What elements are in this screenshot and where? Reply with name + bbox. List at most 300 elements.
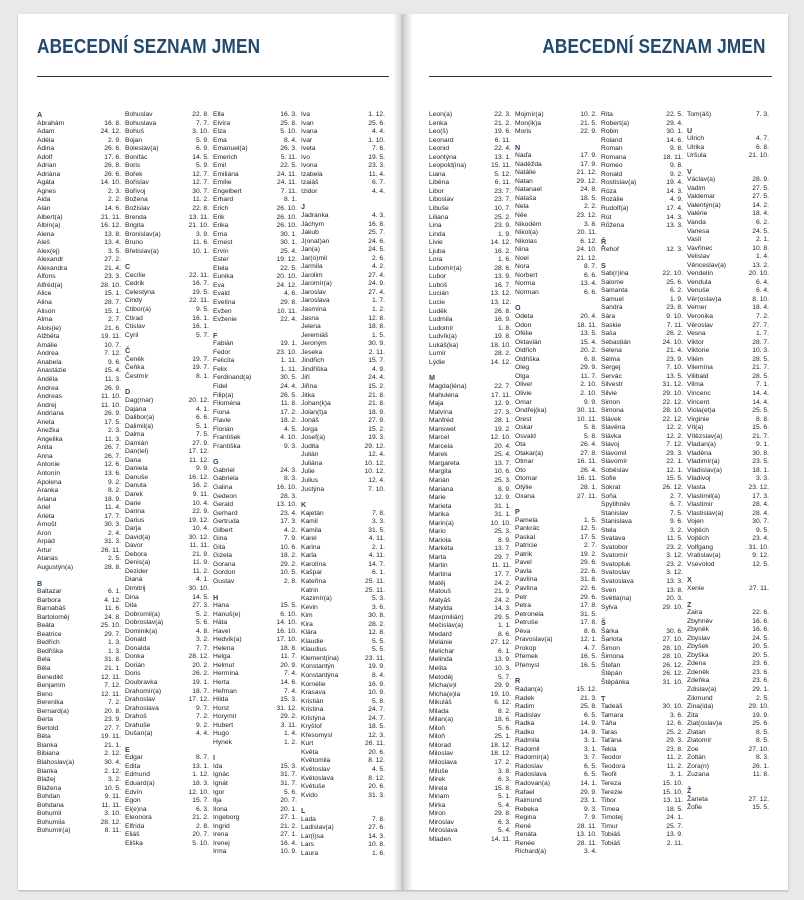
entry-date: 28. 8.: [104, 563, 121, 571]
entry-name: Ester: [213, 256, 229, 264]
name-entry: [301, 246, 389, 255]
letter-heading-text: T: [601, 693, 606, 703]
entry-name: Jasna: [301, 314, 319, 322]
name-entry: [515, 186, 601, 195]
entry-name: Klaudius: [301, 646, 327, 654]
entry-name: Zlatan: [687, 728, 706, 736]
entry-date: 8. 3.: [283, 475, 297, 483]
name-entry: [429, 137, 515, 146]
name-entry: [515, 542, 601, 551]
entry-name: Silvestr: [601, 381, 623, 389]
entry-name: Julius: [301, 476, 319, 484]
name-entry: [601, 196, 687, 205]
entry-name: Bohuslava: [125, 119, 157, 127]
name-entry: [301, 434, 389, 443]
name-entry: [515, 390, 601, 399]
entry-name: Odon: [515, 321, 532, 329]
entry-name: Micha(e)l: [429, 682, 457, 690]
name-entry: [429, 785, 515, 794]
entry-name: Max(milián): [429, 613, 464, 621]
entry-date: 15. 1.: [104, 290, 121, 298]
entry-name: Andrea: [37, 350, 59, 358]
letter-heading-text: G: [213, 457, 219, 467]
entry-name: Markéta: [429, 545, 454, 553]
entry-name: Ignác: [213, 771, 230, 779]
entry-date: 8. 5.: [755, 737, 769, 745]
name-entry: [601, 636, 687, 645]
name-entry: [213, 806, 301, 815]
entry-date: 27. 3.: [494, 408, 511, 416]
entry-date: 22. 4.: [280, 316, 297, 324]
entry-name: Pěva: [515, 627, 531, 635]
entry-date: 16. 7.: [494, 281, 511, 289]
entry-name: Brenda: [125, 213, 147, 221]
entry-name: Lenka: [429, 119, 448, 127]
entry-name: Bořek: [125, 170, 143, 178]
entry-name: Květomila: [301, 757, 331, 765]
entry-date: 19. 11.: [101, 733, 121, 741]
entry-date: 15. 5.: [280, 602, 297, 610]
entry-name: Johan(k)a: [301, 400, 331, 408]
entry-name: Rafael: [515, 788, 535, 796]
entry-name: Hynek: [213, 738, 232, 746]
entry-date: 11. 8.: [752, 771, 769, 779]
entry-name: Gerald: [213, 501, 234, 509]
entry-date: 7. 11.: [280, 187, 297, 195]
letter-heading-text: B: [37, 578, 43, 588]
entry-name: Jonáš: [301, 417, 319, 425]
entry-date: 25. 3.: [494, 528, 511, 536]
entry-date: 18. 11.: [663, 153, 683, 161]
entry-name: Valdemar: [687, 193, 716, 201]
entry-name: Karla: [301, 552, 317, 560]
name-entry: [301, 510, 389, 519]
entry-name: Vladan(a): [687, 441, 716, 449]
entry-name: Liana: [429, 170, 446, 178]
entry-date: 2. 12.: [104, 750, 121, 758]
entry-name: Jeseka: [301, 348, 323, 356]
name-entry: [301, 569, 389, 578]
entry-name: Mladen: [429, 835, 451, 843]
entry-date: 20. 10.: [276, 273, 297, 281]
entry-date: 6. 11.: [494, 179, 511, 187]
entry-name: Taťána: [601, 737, 622, 745]
entry-date: 8. 4.: [283, 136, 297, 144]
name-entry: [301, 188, 389, 197]
entry-date: 12. 8.: [368, 629, 385, 637]
entry-name: Věroslav: [687, 321, 714, 329]
entry-date: 5. 9.: [195, 136, 209, 144]
name-entry: [301, 171, 389, 180]
entry-name: Darie: [125, 499, 141, 507]
entry-date: 31. 5.: [368, 526, 385, 534]
name-entry: [515, 399, 601, 408]
entry-date: 14. 5.: [192, 153, 209, 161]
entry-name: Bojan: [125, 136, 143, 144]
entry-date: 20. 6.: [368, 748, 385, 756]
entry-date: 30. 4.: [104, 759, 121, 767]
entry-name: Jar(o)mil: [301, 254, 328, 262]
letter-heading: [687, 127, 773, 136]
entry-date: 20. 1.: [280, 805, 297, 813]
name-entry: [429, 733, 515, 742]
entry-date: 16. 2.: [494, 247, 511, 255]
name-entry: [213, 417, 301, 426]
name-entry: [687, 219, 773, 228]
entry-date: 27. 2.: [104, 256, 121, 264]
name-entry: [125, 722, 213, 731]
entry-name: Květoslav: [301, 766, 330, 774]
name-entry: [687, 287, 773, 296]
entry-name: Ladislav(a): [301, 824, 334, 832]
entry-date: 11. 8.: [280, 400, 297, 408]
entry-name: Evžen: [213, 307, 232, 315]
entry-name: Ingeborg: [213, 814, 240, 822]
entry-date: 1. 4.: [283, 730, 297, 738]
name-entry: [125, 188, 213, 197]
name-entry: [429, 554, 515, 563]
letter-heading: [301, 203, 389, 212]
entry-date: 11. 10.: [101, 393, 121, 401]
entry-date: 31. 1.: [494, 502, 511, 510]
entry-name: Danuta: [125, 482, 147, 490]
entry-date: 16. 2.: [192, 482, 209, 490]
name-entry: [213, 713, 301, 722]
entry-date: 10. 9.: [368, 689, 385, 697]
name-entry: [213, 645, 301, 654]
name-entry: [213, 535, 301, 544]
entry-name: Milorad: [429, 741, 451, 749]
name-entry: [601, 475, 687, 484]
entry-name: Kryštof: [301, 723, 322, 731]
entry-date: 23. 9.: [104, 716, 121, 724]
entry-date: 4. 7.: [755, 135, 769, 143]
entry-date: 28. 6.: [494, 264, 511, 272]
entry-date: 11. 9.: [192, 559, 209, 567]
entry-date: 19. 9.: [752, 711, 769, 719]
name-entry: [213, 137, 301, 146]
entry-date: 22. 8.: [192, 111, 209, 118]
entry-name: Brigita: [125, 222, 144, 230]
name-entry: [37, 256, 125, 265]
name-column: [515, 111, 601, 857]
name-entry: [213, 569, 301, 578]
name-entry: [601, 561, 687, 570]
entry-name: Křesomysl: [301, 731, 333, 739]
entry-name: Vesna: [687, 330, 706, 338]
name-entry: [125, 688, 213, 697]
name-entry: [601, 373, 687, 382]
name-entry: [125, 222, 213, 231]
entry-name: Prokop: [515, 644, 537, 652]
name-entry: [515, 746, 601, 755]
entry-date: 2. 1.: [755, 236, 769, 244]
entry-name: Micha(e)la: [429, 690, 461, 698]
entry-date: 19. 1.: [192, 679, 209, 686]
entry-name: Ivo: [301, 153, 310, 161]
entry-name: Olga: [515, 372, 530, 380]
entry-name: Otýlie: [515, 483, 533, 491]
name-entry: [125, 248, 213, 257]
entry-name: Radka: [515, 720, 535, 728]
entry-date: 10. 5.: [280, 569, 297, 577]
name-entry: [429, 400, 515, 409]
entry-name: Slavomil: [601, 449, 627, 457]
name-entry: [429, 639, 515, 648]
entry-date: 5. 7.: [497, 673, 511, 681]
name-entry: [37, 367, 125, 376]
entry-name: Samuel: [601, 295, 624, 303]
name-entry: [601, 120, 687, 129]
name-entry: [37, 290, 125, 299]
entry-name: Dorián: [125, 661, 145, 669]
name-entry: [515, 203, 601, 212]
entry-name: Mariola: [429, 536, 451, 544]
entry-name: Darius: [125, 516, 145, 524]
entry-name: Rút: [601, 213, 612, 221]
entry-date: 18. 2.: [280, 417, 297, 425]
entry-name: Fedor: [213, 348, 231, 356]
entry-name: Nikolas: [515, 237, 537, 245]
name-entry: [125, 662, 213, 671]
entry-date: 12. 5.: [752, 560, 769, 568]
entry-date: 25. 11.: [365, 586, 385, 594]
entry-name: Oldřich: [515, 347, 537, 355]
entry-date: 14. 11.: [491, 835, 511, 843]
entry-date: 2. 3.: [107, 187, 121, 195]
entry-date: 17. 7.: [494, 570, 511, 578]
entry-date: 21. 4.: [666, 347, 683, 355]
entry-name: Leon(a): [429, 111, 453, 118]
name-entry: [429, 520, 515, 529]
name-entry: [213, 349, 301, 358]
name-entry: [301, 179, 389, 188]
entry-date: 7. 11.: [666, 321, 683, 329]
entry-date: 8. 9.: [497, 485, 511, 493]
name-entry: [213, 518, 301, 527]
entry-date: 2. 6.: [371, 254, 385, 262]
entry-name: Otomar: [515, 475, 538, 483]
entry-name: Alison: [37, 307, 56, 315]
entry-date: 9. 6.: [107, 358, 121, 366]
entry-date: 10. 3.: [752, 347, 769, 355]
entry-name: Maja: [429, 400, 444, 408]
name-entry: [687, 771, 773, 780]
entry-name: Albín(a): [37, 222, 61, 230]
name-entry: [687, 270, 773, 279]
entry-date: 17. 4.: [666, 205, 683, 213]
entry-name: Filip(a): [213, 391, 234, 399]
entry-date: 31. 5.: [580, 610, 597, 618]
entry-date: 29. 9.: [494, 682, 511, 690]
name-entry: [125, 780, 213, 789]
name-entry: [125, 653, 213, 662]
entry-name: Erna: [213, 230, 228, 238]
name-entry: [301, 706, 389, 715]
name-entry: [37, 231, 125, 240]
entry-name: Vladěna: [687, 449, 712, 457]
entry-name: Atanas: [37, 555, 58, 563]
entry-name: Richard(a): [515, 848, 547, 856]
name-entry: [687, 660, 773, 669]
letter-heading-text: O: [515, 303, 521, 313]
entry-date: 12. 2.: [666, 424, 683, 432]
entry-date: 21. 7.: [752, 364, 769, 372]
name-entry: [601, 128, 687, 137]
name-entry: [213, 196, 301, 205]
entry-date: 4. 7.: [583, 644, 597, 652]
entry-date: 7. 9.: [583, 814, 597, 822]
entry-name: Alexandra: [37, 264, 68, 272]
entry-date: 30. 8.: [752, 449, 769, 457]
entry-name: Tamara: [601, 711, 624, 719]
name-entry: [601, 433, 687, 442]
entry-date: 4. 10.: [280, 434, 297, 442]
entry-date: 4. 4.: [371, 128, 385, 136]
entry-name: Adrian: [37, 162, 57, 170]
entry-date: 23. 8.: [666, 745, 683, 753]
name-entry: [125, 364, 213, 373]
entry-name: Melita: [429, 665, 447, 672]
name-entry: [429, 725, 515, 734]
entry-name: Přemysl: [515, 661, 540, 669]
entry-date: 15. 3.: [280, 696, 297, 704]
entry-date: 26. 8.: [494, 307, 511, 315]
entry-date: 23. 2.: [666, 543, 683, 551]
name-entry: [37, 768, 125, 777]
entry-name: Lora: [429, 256, 443, 264]
entry-date: 27. 1.: [280, 831, 297, 839]
entry-name: Evelína: [213, 299, 236, 307]
entry-date: 28. 2.: [494, 350, 511, 358]
entry-date: 29. 7.: [104, 630, 121, 638]
entry-date: 4. 2.: [283, 526, 297, 534]
entry-name: Lar(i)sa: [301, 832, 324, 840]
name-entry: [125, 373, 213, 382]
entry-name: Sokrat: [601, 483, 621, 491]
entry-date: 4. 5.: [371, 766, 385, 774]
letter-heading-text: U: [687, 125, 693, 135]
entry-date: 10. 5.: [104, 784, 121, 792]
entry-date: 11. 2.: [192, 567, 209, 575]
name-entry: [37, 819, 125, 828]
name-entry: [515, 356, 601, 365]
entry-date: 17. 3.: [752, 492, 769, 500]
entry-name: Vendelín: [687, 270, 714, 278]
entry-date: 23. 7.: [494, 196, 511, 204]
name-entry: [601, 806, 687, 815]
name-entry: [515, 594, 601, 603]
name-entry: [213, 145, 301, 154]
entry-date: 12. 4.: [368, 451, 385, 459]
entry-date: 11. 10.: [101, 401, 121, 409]
entry-name: Robin: [601, 128, 619, 136]
page-title: ABECEDNÍ SEZNAM JMEN: [37, 36, 261, 58]
name-entry: [687, 373, 773, 382]
name-entry: [301, 255, 389, 264]
entry-date: 9. 12.: [752, 552, 769, 560]
entry-name: Olivie: [515, 389, 532, 397]
entry-date: 14. 7.: [368, 560, 385, 568]
entry-name: Anastázie: [37, 367, 67, 375]
name-entry: [601, 670, 687, 679]
entry-name: Barbora: [37, 596, 61, 604]
entry-date: 13. 2.: [752, 261, 769, 269]
title-rule: [37, 76, 389, 77]
entry-name: Svatoslava: [601, 577, 634, 585]
name-entry: [601, 763, 687, 772]
entry-name: Bohumír(a): [37, 827, 71, 835]
entry-name: Rebeka: [515, 805, 539, 813]
entry-name: Anabela: [37, 358, 62, 366]
entry-date: 20. 11.: [577, 229, 597, 237]
name-entry: [601, 771, 687, 780]
entry-name: Slávek: [601, 415, 622, 423]
entry-date: 16. 11.: [577, 475, 597, 483]
entry-name: Jarolim: [301, 271, 323, 279]
entry-name: Margareta: [429, 459, 460, 467]
name-entry: [429, 196, 515, 205]
name-entry: [37, 513, 125, 522]
entry-name: Ludmila: [429, 316, 453, 324]
entry-name: Mon(ik)a: [515, 119, 542, 127]
letter-heading-text: E: [125, 744, 130, 754]
name-entry: [37, 376, 125, 385]
entry-date: 22. 5.: [280, 162, 297, 170]
name-entry: [213, 214, 301, 223]
entry-date: 26. 12.: [662, 661, 683, 669]
entry-date: 9. 9.: [583, 398, 597, 406]
entry-date: 13. 7.: [494, 459, 511, 467]
name-entry: [301, 552, 389, 561]
entry-name: Emílie: [213, 179, 232, 187]
entry-name: Bohuš: [125, 128, 144, 136]
entry-name: Viola(et)a: [687, 407, 716, 415]
name-entry: [301, 587, 389, 596]
name-entry: [125, 508, 213, 517]
entry-name: Pavla: [515, 567, 532, 575]
entry-name: Tekla: [601, 745, 617, 753]
entry-name: Arleta: [37, 512, 55, 520]
entry-name: Alois(ie): [37, 324, 62, 332]
entry-date: 21. 8.: [368, 391, 385, 399]
name-entry: [125, 440, 213, 449]
entry-name: Čeněk: [125, 355, 145, 363]
entry-date: 21. 3.: [580, 694, 597, 702]
entry-name: Celestýna: [125, 288, 155, 296]
name-entry: [301, 663, 389, 672]
entry-date: 17. 2.: [280, 408, 297, 416]
entry-name: Sandra: [601, 304, 623, 312]
entry-name: Hedvik(a): [213, 636, 242, 644]
name-entry: [37, 750, 125, 759]
entry-name: Jindřiška: [301, 365, 328, 373]
entry-date: 15. 5.: [666, 475, 683, 483]
entry-name: Judita: [301, 442, 319, 450]
entry-date: 11. 2.: [666, 754, 683, 762]
name-columns: [429, 111, 773, 857]
entry-date: 15. 10.: [662, 788, 683, 796]
entry-date: 22. 11.: [189, 271, 209, 279]
entry-date: 24. 5.: [752, 634, 769, 642]
name-entry: [429, 451, 515, 460]
name-entry: [687, 510, 773, 519]
name-entry: [515, 611, 601, 620]
entry-date: 6. 3.: [497, 776, 511, 784]
entry-date: 20. 9.: [280, 661, 297, 669]
entry-name: Matěj: [429, 579, 446, 587]
entry-name: Vlasta: [687, 483, 706, 491]
